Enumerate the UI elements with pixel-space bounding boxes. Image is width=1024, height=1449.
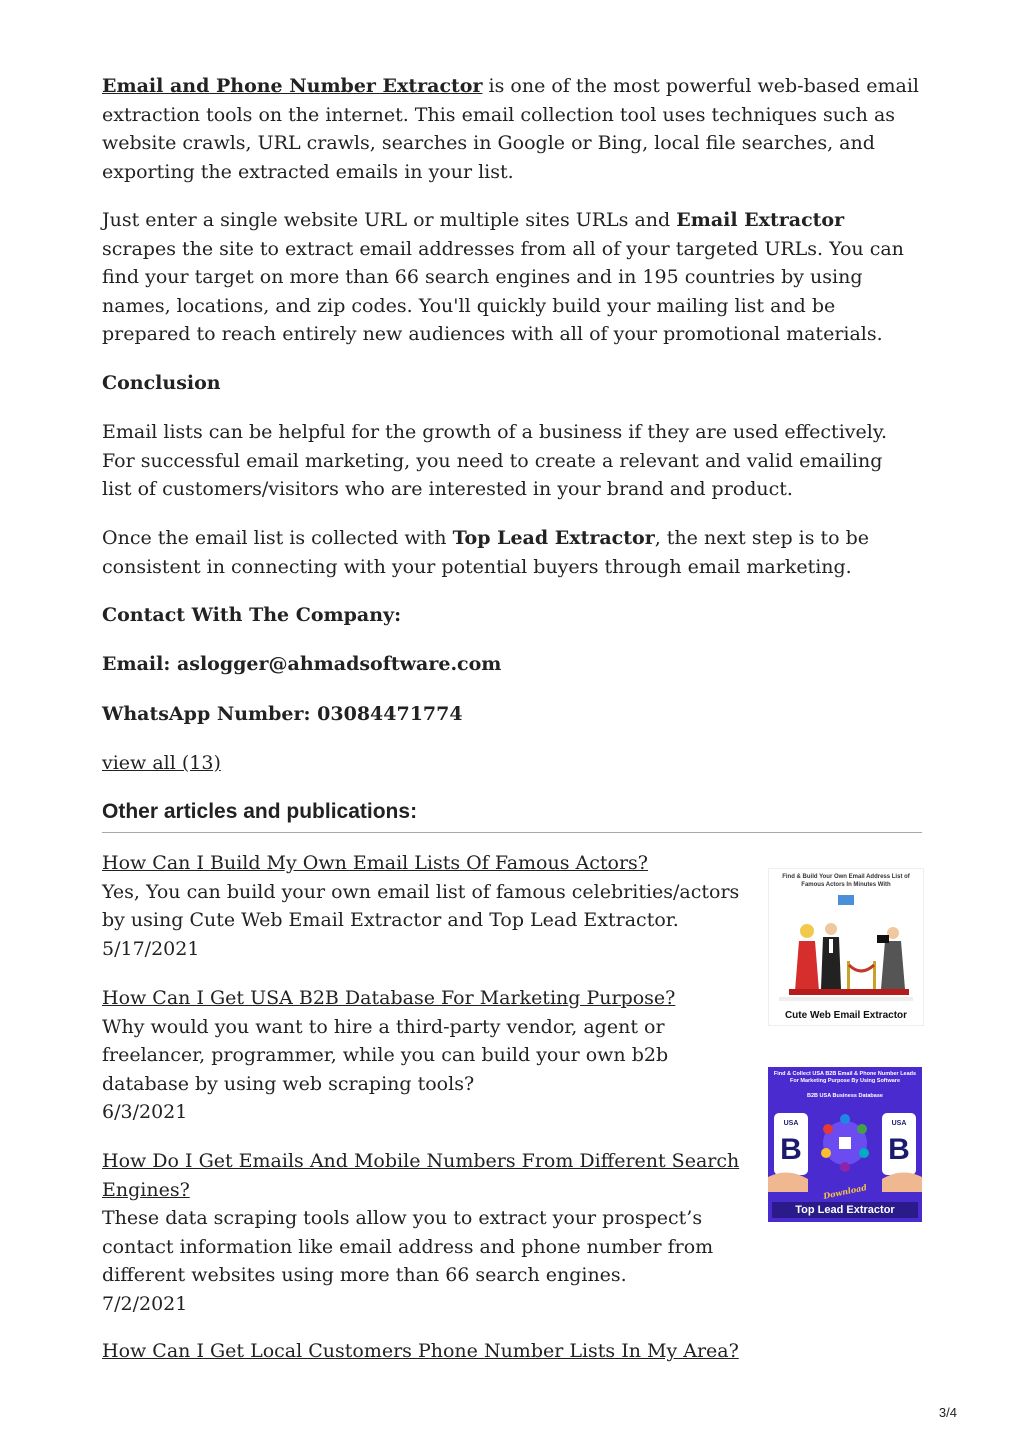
article-item — [102, 1337, 742, 1366]
thumb2-mid-text: B2B USA Business Database — [807, 1093, 883, 1099]
para2-after: scrapes the site to extract email addresses from all of your targeted URLs. You can find your target on more than 66 search engines and in 195 countries by using names, locations, and zip codes. You'll quickly build your mailing list and be prepared to reach entirely new audiences with all of your promotional materials. — [102, 237, 904, 345]
article-summary: These data scraping tools allow you to extract your prospect’s contact information like email address and phone number from different websites using more than 66 search engines. — [102, 1207, 714, 1286]
para-email-extractor — [102, 206, 922, 349]
article-thumbnail-b2b[interactable] — [768, 1067, 922, 1222]
article-summary: Yes, You can build your own email list of famous celebrities/actors by using Cute Web Email Extractor and Top Lead Extractor. — [102, 880, 740, 931]
conclusion-heading: Conclusion — [102, 372, 221, 394]
article-date: 6/3/2021 — [102, 1101, 188, 1123]
page-number: 3/4 — [938, 1405, 957, 1420]
svg-text:Download: Download — [822, 1181, 868, 1201]
article-date: 5/17/2021 — [102, 937, 200, 960]
contact-heading: Contact With The Company: — [102, 604, 402, 626]
article-item — [102, 984, 742, 1127]
article-title-link[interactable]: How Can I Get Local Customers Phone Number Lists In My Area? — [102, 1340, 739, 1362]
article-title-link[interactable]: How Do I Get Emails And Mobile Numbers From Different Search Engines? — [102, 1150, 740, 1201]
thumb2-bottom-text: Top Lead Extractor — [772, 1202, 918, 1218]
svg-text:USA: USA — [891, 1120, 907, 1127]
para2-before: Just enter a single website URL or multiple sites URLs and — [102, 209, 677, 231]
other-articles-heading: Other articles and publications: — [102, 800, 922, 833]
article-item — [102, 1147, 742, 1318]
svg-text:USA: USA — [783, 1120, 799, 1127]
intro-paragraph — [102, 72, 922, 186]
actors-illustration — [769, 869, 923, 1025]
thumb1-bottom-text: Cute Web Email Extractor — [784, 1010, 908, 1021]
para4-after: , the next step is to be consistent in connecting with your potential buyers through email marketing. — [102, 527, 870, 578]
svg-text:B: B — [888, 1133, 910, 1166]
b2b-illustration — [768, 1067, 922, 1222]
intro-text: is one of the most powerful web-based email extraction tools on the internet. This email collection tool uses techniques such as website crawls, URL crawls, searches in Google or Bing, local file searches, and exporting the extracted emails in your list. — [102, 75, 919, 183]
article-title-link[interactable]: How Can I Get USA B2B Database For Marketing Purpose? — [102, 987, 676, 1009]
para4-before: Once the email list is collected with — [102, 527, 453, 549]
para-email-lists: Email lists can be helpful for the growth of a business if they are used effectively. For successful email marketing, you need to create a relevant and valid emailing list of customers/visitors who are interested in your brand and product. — [102, 421, 888, 500]
para2-bold: Email Extractor — [676, 209, 845, 231]
svg-text:B: B — [780, 1133, 802, 1166]
article-thumbnail-actors[interactable] — [768, 868, 924, 1026]
view-all-link-wrap — [102, 749, 221, 778]
article-summary: Why would you want to hire a third-party vendor, agent or freelancer, programmer, while you can build your own b2b database by using web scraping tools? — [102, 1015, 669, 1095]
article-date: 7/2/2021 — [102, 1292, 188, 1315]
para4-bold: Top Lead Extractor — [452, 527, 655, 549]
view-all-link[interactable]: view all (13) — [102, 752, 221, 774]
contact-whatsapp: WhatsApp Number: 03084471774 — [102, 703, 463, 725]
email-phone-extractor-link[interactable]: Email and Phone Number Extractor — [102, 75, 483, 97]
thumb1-top-text: Find & Build Your Own Email Address List of Famous Actors In Minutes With — [782, 874, 910, 888]
article-title-link[interactable]: How Can I Build My Own Email Lists Of Famous Actors? — [102, 852, 648, 874]
thumb2-top-text: Find & Collect USA B2B Email & Phone Number Leads For Marketing Purpose By Using Software — [773, 1071, 917, 1084]
para-top-lead — [102, 524, 902, 581]
contact-email: Email: aslogger@ahmadsoftware.com — [102, 653, 502, 675]
article-item — [102, 849, 742, 963]
